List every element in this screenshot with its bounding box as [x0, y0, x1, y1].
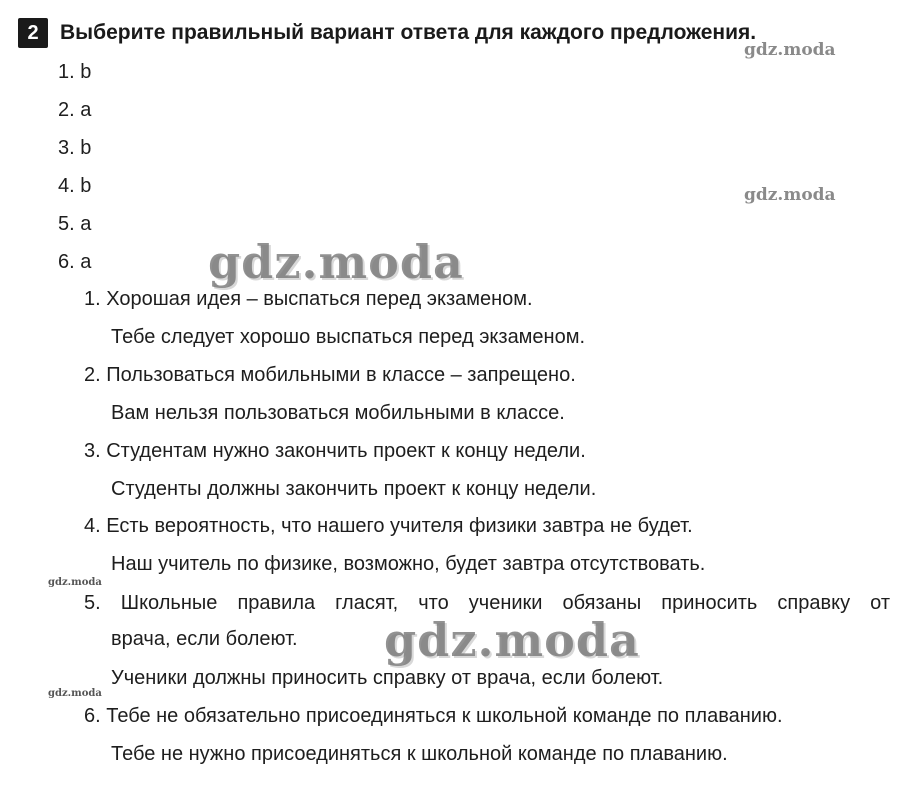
task-title: Выберите правильный вариант ответа для каждого предложения. — [60, 21, 757, 44]
watermark: gdz.moda — [744, 40, 836, 60]
answer-item: 5. a — [58, 213, 92, 235]
original-sentence: 4. Есть вероятность, что нашего учителя физики завтра не будет. — [84, 515, 693, 537]
original-sentence: 2. Пользоваться мобильными в классе – запрещено. — [84, 364, 576, 386]
rewritten-sentence: Студенты должны закончить проект к концу недели. — [111, 478, 597, 500]
original-sentence-continuation: врача, если болеют. — [111, 628, 298, 650]
answer-item: 3. b — [58, 137, 92, 159]
answer-item: 2. a — [58, 99, 92, 121]
answer-item: 4. b — [58, 175, 92, 197]
original-sentence: 3. Студентам нужно закончить проект к концу недели. — [84, 440, 586, 462]
answer-item: 1. b — [58, 61, 92, 83]
rewritten-sentence: Тебе не нужно присоединяться к школьной команде по плаванию. — [111, 743, 728, 765]
rewritten-sentence: Вам нельзя пользоваться мобильными в классе. — [111, 402, 565, 424]
rewritten-sentence: Наш учитель по физике, возможно, будет завтра отсутствовать. — [111, 553, 706, 575]
watermark-small: gdz.moda — [48, 577, 102, 588]
answer-item: 6. a — [58, 251, 92, 273]
rewritten-sentence: Ученики должны приносить справку от врача, если болеют. — [111, 667, 664, 689]
watermark-large: gdz.moda — [384, 613, 640, 667]
watermark-large: gdz.moda — [208, 235, 464, 289]
watermark-small: gdz.moda — [48, 688, 102, 699]
original-sentence: 1. Хорошая идея – выспаться перед экзаменом. — [84, 288, 533, 310]
original-sentence: 5. Школьные правила гласят, что ученики обязаны приносить справку от — [84, 592, 890, 614]
rewritten-sentence: Тебе следует хорошо выспаться перед экзаменом. — [111, 326, 586, 348]
original-sentence: 6. Тебе не обязательно присоединяться к школьной команде по плаванию. — [84, 705, 783, 727]
task-number-badge: 2 — [18, 18, 48, 48]
watermark: gdz.moda — [744, 185, 836, 205]
